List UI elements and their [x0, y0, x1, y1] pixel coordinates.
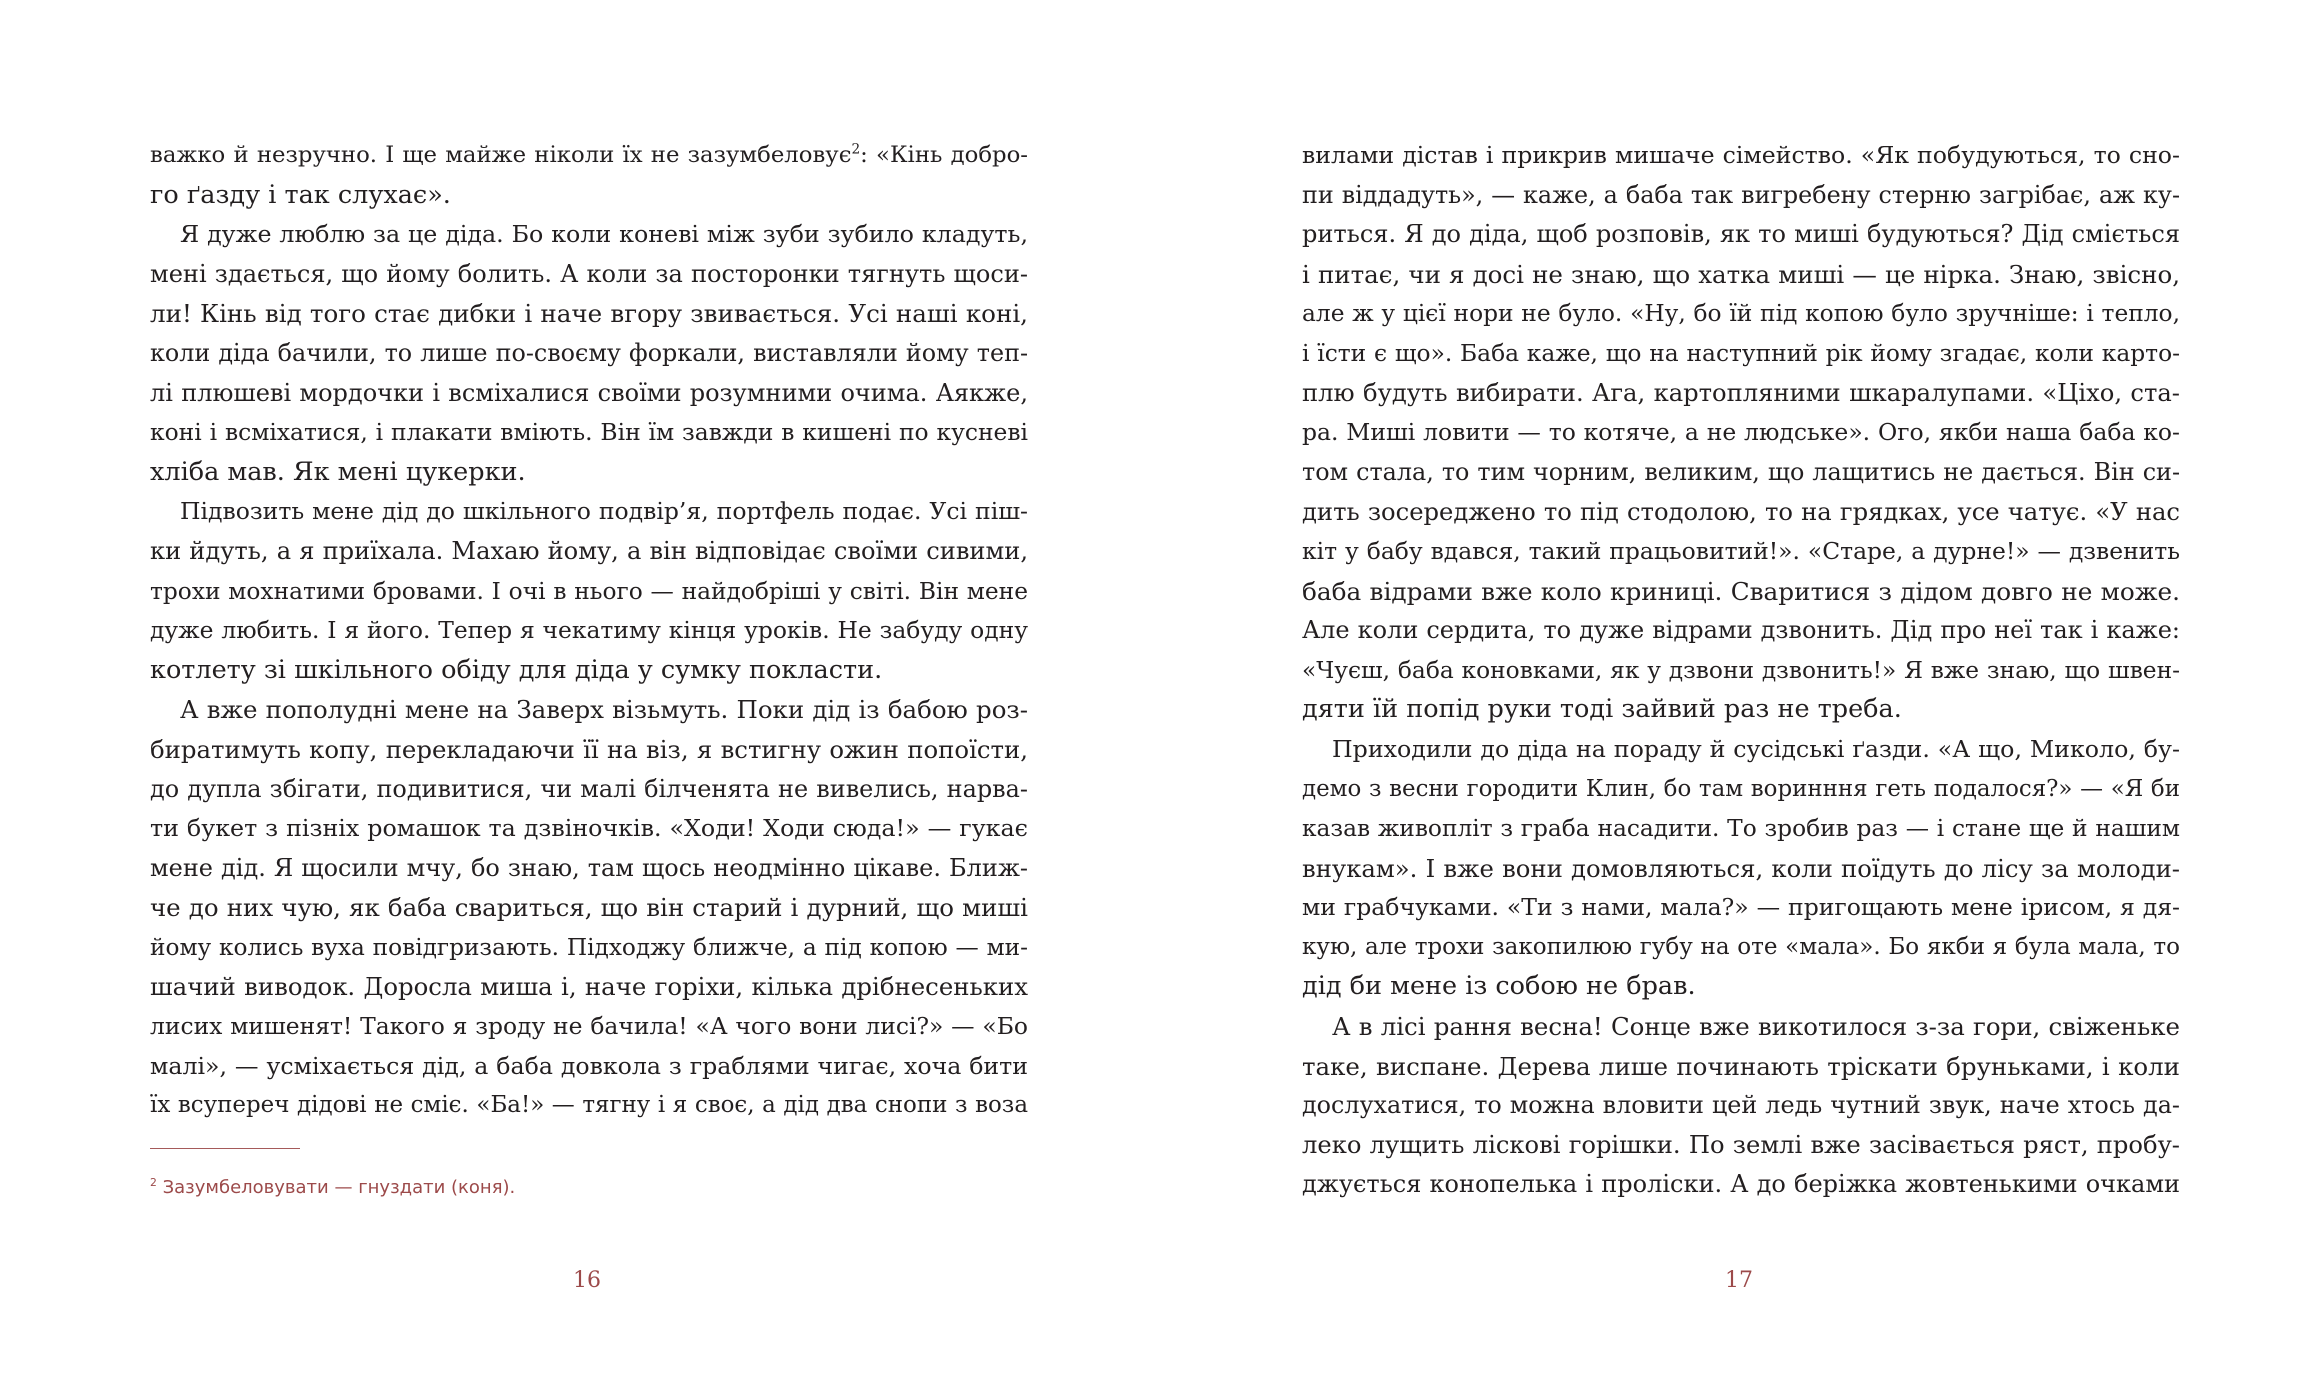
- text-line: хліба мав. Як мені цукерки.: [150, 456, 526, 487]
- paragraph-start: Я дуже люблю за це діда. Бо коли коневі між зуби зубило кладуть,: [180, 220, 1028, 249]
- text-line: дяти їй попід руки тоді зайвий раз не треба.: [1302, 694, 1902, 725]
- text-line: Але коли сердита, то дуже відрами дзвонить. Дід про неї так і каже:: [1302, 616, 2180, 645]
- page-number: 16: [573, 1268, 601, 1293]
- text-line: внукам». І вже вони домовляються, коли поїдуть до лісу за молоди-: [1302, 853, 2180, 883]
- text-line: джується конопелька і проліски. А до беріжка жовтенькими очками: [1302, 1170, 2180, 1199]
- right-page-text: [1302, 136, 2180, 1205]
- text-line: леко лущить ліскові горішки. По землі вже засівається ряст, пробу-: [1302, 1130, 2180, 1159]
- text-line: го ґазду і так слухає».: [150, 179, 451, 210]
- text-line: ми грабчуками. «Ти з нами, мала?» — пригощають мене ірисом, я дя-: [1302, 893, 2180, 922]
- text-line: котлету зі шкільного обіду для діда у сумку покласти.: [150, 654, 883, 685]
- text-line: але ж у цієї нори не було. «Ну, бо їй під копою було зручніше: і тепло,: [1302, 300, 2180, 328]
- text-line: том стала, то тим чорним, великим, що лащитись не дається. Він си-: [1302, 457, 2180, 486]
- text-line: пи віддадуть», — каже, а баба так вигребену стерню загрібає, аж ку-: [1302, 180, 2180, 209]
- text-line: плю будуть вибирати. Ага, картопляними шкаралупами. «Ціхо, ста-: [1302, 378, 2180, 407]
- text-line: кую, але трохи закопилюю губу на оте «мала». Бо якби я була мала, то: [1302, 933, 2180, 960]
- text-line: лисих мишенят! Такого я зроду не бачила! «А чого вони лисі?» — «Бо: [150, 1012, 1028, 1041]
- text-line: малі», — усміхається дід, а баба довкола з граблями чигає, хоча бити: [150, 1051, 1028, 1080]
- text-line: кіт у бабу вдався, такий працьовитий!». «Старе, а дурне!» — дзвенить: [1302, 536, 2180, 565]
- text-line: до дупла збігати, подивитися, чи малі білченята не вивелись, нарва-: [150, 774, 1028, 803]
- paragraph-start: А в лісі рання весна! Сонце вже викотилося з-за гори, свіженьке: [1332, 1012, 2180, 1042]
- text-line: дід би мене із собою не брав.: [1302, 971, 1696, 1002]
- text-line: вилами дістав і прикрив мишаче сімейство. «Як побудуються, то сно-: [1302, 141, 2180, 169]
- paragraph-start: Підвозить мене дід до шкільного подвір’я, портфель подає. Усі піш-: [180, 497, 1028, 526]
- text-line: ра. Миші ловити — то котяче, а не людське». Ого, якби наша баба ко-: [1302, 418, 2180, 447]
- text-line: мене дід. Я щосили мчу, бо знаю, там щось неодмінно цікаве. Ближ-: [150, 853, 1028, 882]
- text-line: коні і всміхатися, і плакати вміють. Він їм завжди в кишені по кусневі: [150, 418, 1028, 447]
- footnote-marker: 2: [150, 1176, 157, 1189]
- text-line: «Чуєш, баба коновками, як у дзвони дзвонить!» Я вже знаю, що швен-: [1302, 656, 2180, 684]
- text-line: казав живопліт з граба насадити. То зробив раз — і стане ще й нашим: [1302, 815, 2180, 843]
- paragraph-start: А вже пополудні мене на Заверх візьмуть. Поки дід із бабою роз-: [180, 695, 1028, 725]
- text-line: лі плюшеві мордочки і всміхалися своїми розумними очима. Аякже,: [150, 378, 1028, 407]
- text-line: коли діда бачили, то лише по-своєму форкали, виставляли йому теп-: [150, 338, 1028, 367]
- text-line: таке, виспане. Дерева лише починають тріскати бруньками, і коли: [1302, 1051, 2180, 1081]
- text-line: трохи мохнатими бровами. І очі в нього — найдобріші у світі. Він мене: [150, 577, 1028, 605]
- left-page-text: [150, 136, 1028, 1126]
- right-page: [1152, 0, 2304, 1388]
- text-line: риться. Я до діда, щоб розповів, як то миші будуються? Дід сміється: [1302, 220, 2180, 249]
- text-line: ти букет з пізніх ромашок та дзвіночків. «Ходи! Ходи сюда!» — гукає: [150, 814, 1028, 843]
- text-line: че до них чую, як баба свариться, що він старий і дурний, що миші: [150, 893, 1028, 923]
- text-line: і їсти є що». Баба каже, що на наступний рік йому згадає, коли карто-: [1302, 338, 2180, 367]
- text-line: баба відрами вже коло криниці. Сваритися з дідом довго не може.: [1302, 576, 2180, 606]
- text-line: важко й незручно. І ще майже ніколи їх не зазумбеловує$^2$: «Кінь добро-: [150, 141, 1028, 168]
- footnote-divider: [150, 1148, 300, 1149]
- footnote: [150, 1176, 515, 1200]
- text-line: і питає, чи я досі не знаю, що хатка миші — це нірка. Знаю, звісно,: [1302, 259, 2180, 289]
- text-line: ли! Кінь від того стає дибки і наче вгору звивається. Усі наші коні,: [150, 299, 1028, 329]
- text-line: шачий виводок. Доросла миша і, наче горіхи, кілька дрібнесеньких: [150, 972, 1028, 1002]
- footnote-text: Зазумбеловувати — гнуздати (коня).: [156, 1177, 516, 1198]
- paragraph-start: Приходили до діда на пораду й сусідські ґазди. «А що, Миколо, бу-: [1332, 734, 2180, 763]
- text-line: мені здається, що йому болить. А коли за посторонки тягнуть щоси-: [150, 259, 1028, 288]
- text-line: демо з весни городити Клин, бо там воринння геть подалося?» — «Я би: [1302, 775, 2180, 802]
- text-line: биратимуть копу, перекладаючи її на віз, я встигну ожин попоїсти,: [150, 734, 1028, 764]
- text-line: дить зосереджено то під стодолою, то на грядках, усе чатує. «У нас: [1302, 497, 2180, 527]
- page-number: 17: [1725, 1268, 1753, 1293]
- text-line: йому колись вуха повідгризають. Підходжу ближче, а під копою — ми-: [150, 933, 1028, 961]
- text-line: ки йдуть, а я приїхала. Махаю йому, а він відповідає своїми сивими,: [150, 536, 1028, 565]
- text-line: дослухатися, то можна вловити цей ледь чутний звук, наче хтось да-: [1302, 1091, 2180, 1120]
- text-line: дуже любить. І я його. Тепер я чекатиму кінця уроків. Не забуду одну: [150, 616, 1028, 645]
- text-line: їх всупереч дідові не сміє. «Ба!» — тягну і я своє, а дід два снопи з воза: [150, 1092, 1028, 1119]
- footnote-reference: 2: [851, 141, 861, 158]
